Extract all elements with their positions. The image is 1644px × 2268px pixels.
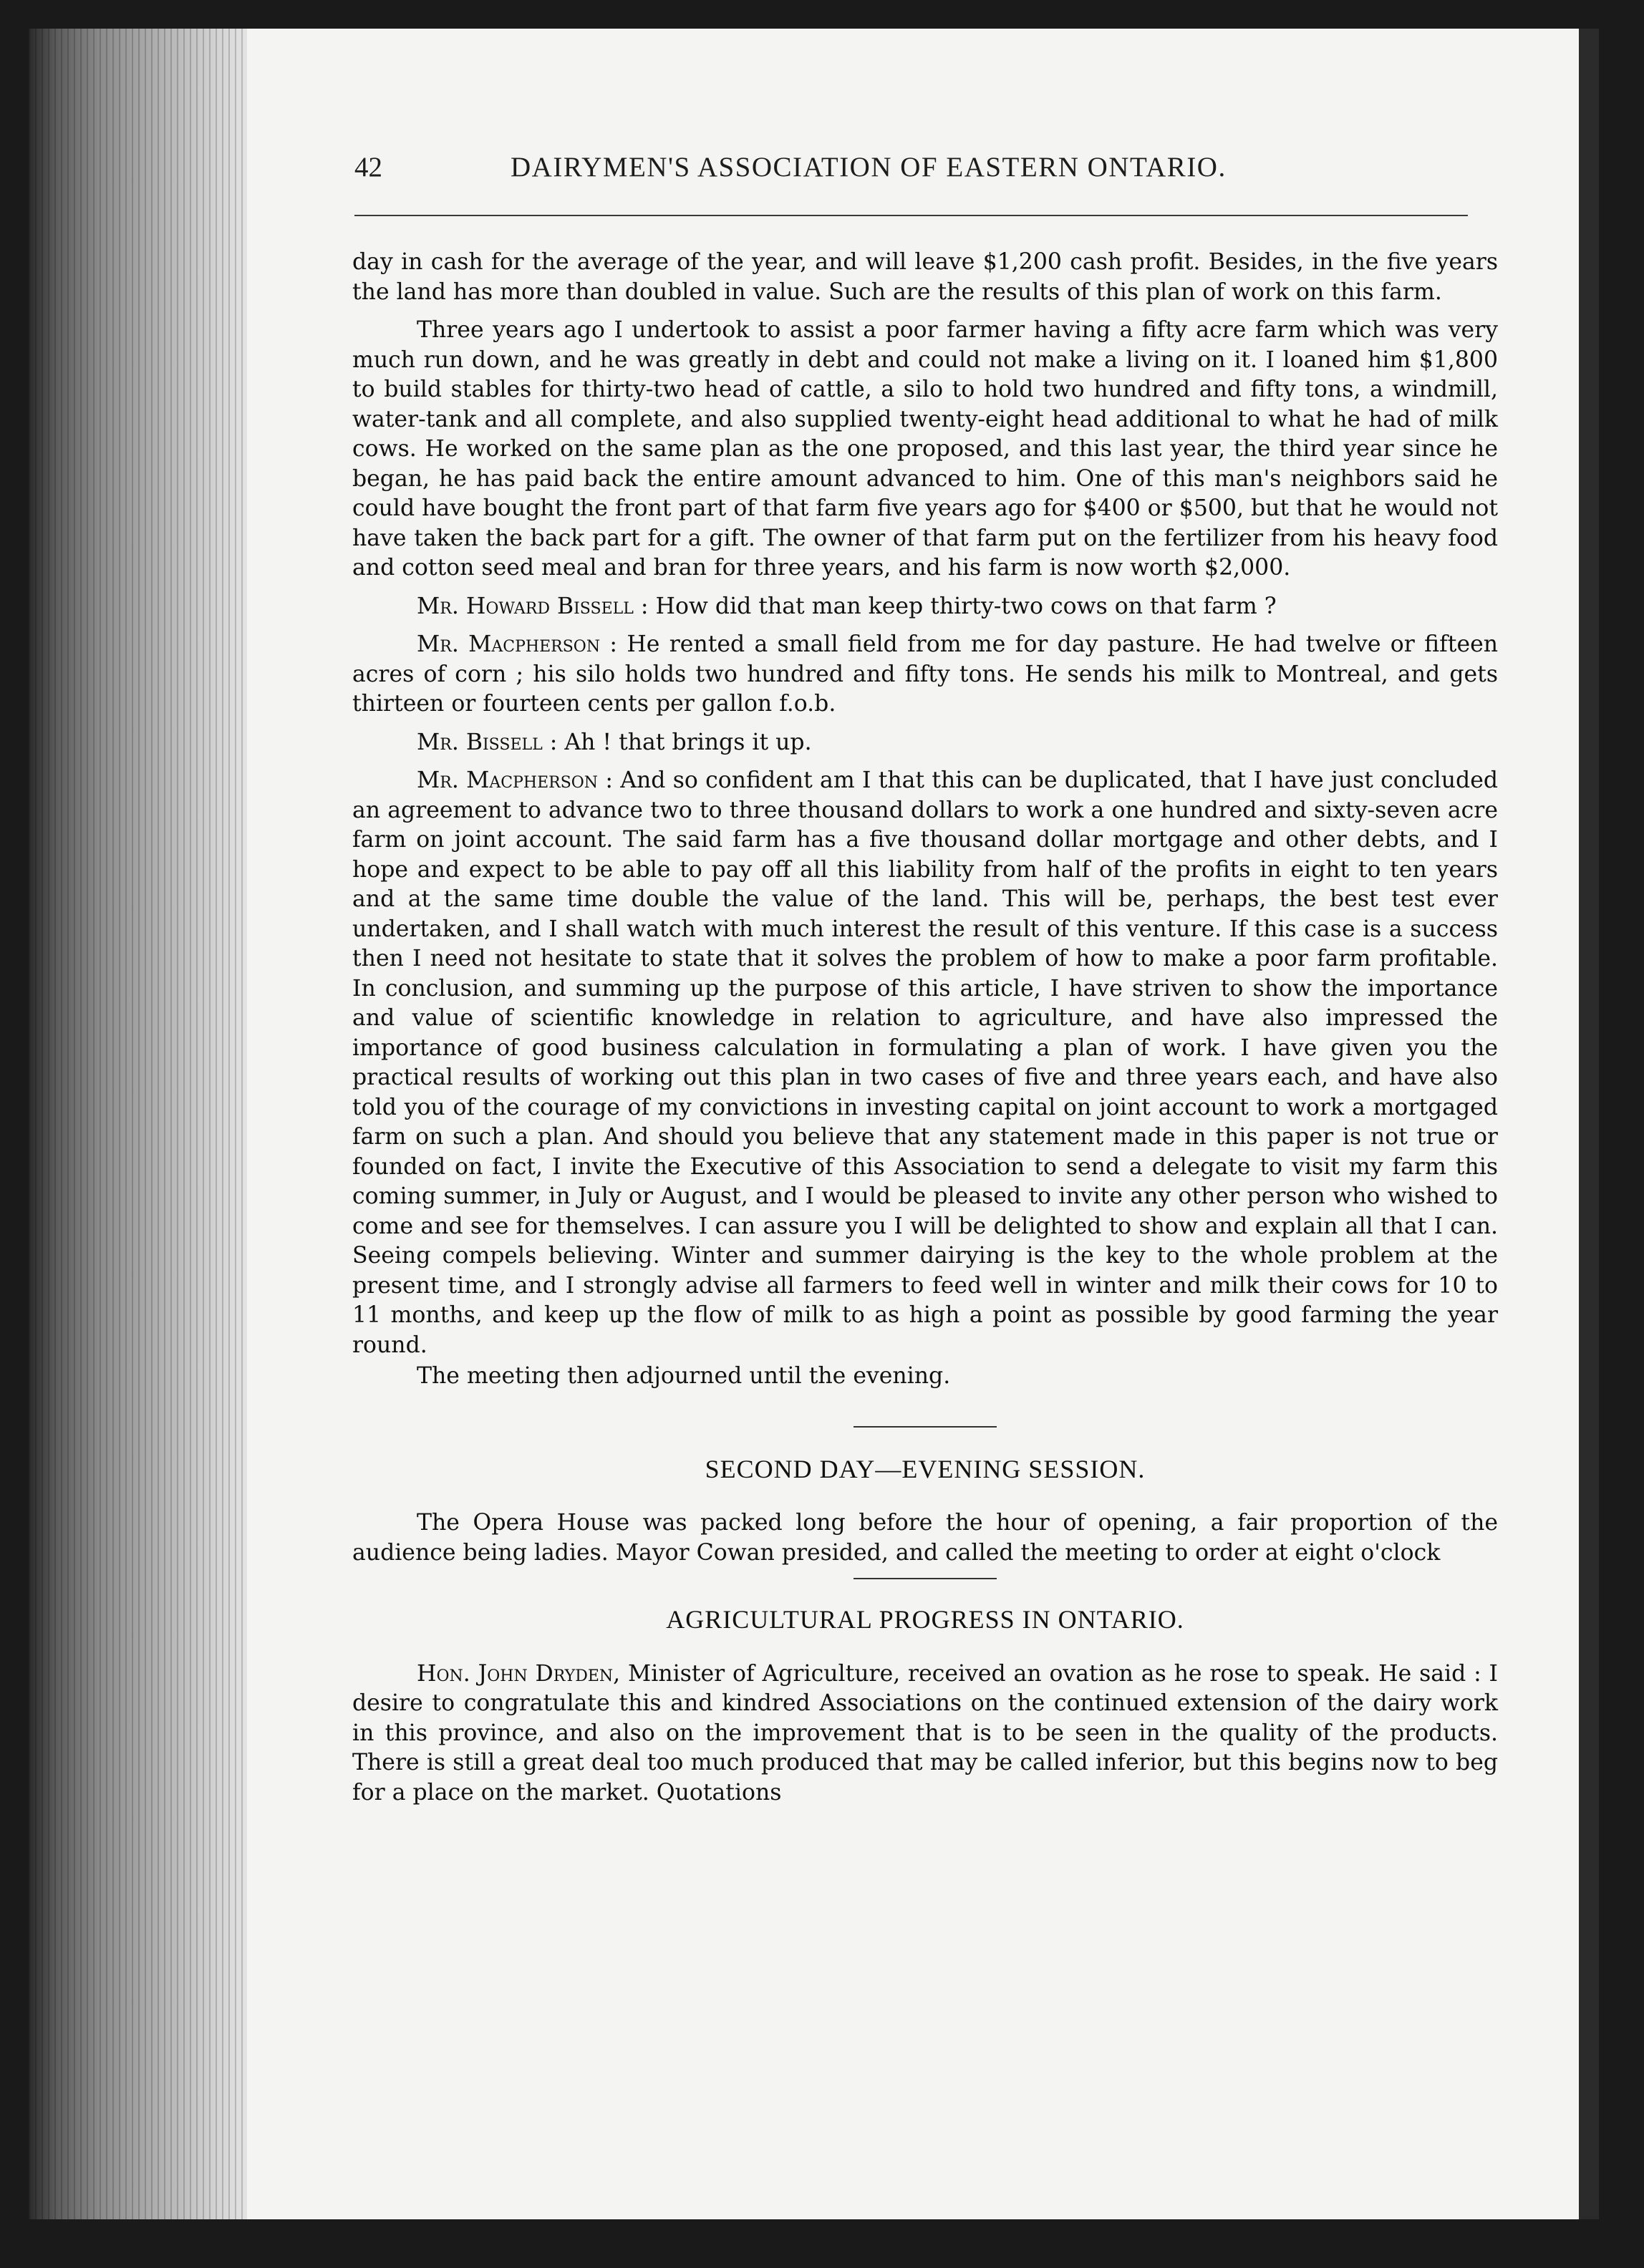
- dialogue-macpherson-statement: [352, 766, 1498, 1360]
- running-head: [354, 147, 1471, 190]
- facing-page-edge: [1579, 29, 1599, 2219]
- speaker-name: Mr. Howard Bissell :: [417, 593, 649, 619]
- speech-text: Minister of Agriculture, received an ovation as he rose to speak. He said : I desire to congratulate this and kindred Associations on the continued extension of the dairy work in this province, and also on the improvement that is to be seen in the quality of the products. There is still a great deal too much produced that may be called inferior, but this begins now to beg for a place on the market. Quotations: [352, 1660, 1498, 1806]
- paragraph-2: Three years ago I undertook to assist a poor farmer having a fifty acre farm which was very much run down, and he was greatly in debt and could not make a living on it. I loaned him $1,800 to build stables for thirty-two head of cattle, a silo to hold two hundred and fifty tons, a windmill, water-tank and all complete, and also supplied twenty-eight head additional to what he had of milk cows. He worked on the same plan as the one proposed, and this last year, the third year since he began, he has paid back the entire amount advanced to him. One of this man's neighbors said he could have bought the front part of that farm five years ago for $400 or $500, but that he would not have taken the back part for a gift. The owner of that farm put on the fertilizer from his heavy food and cotton seed meal and bran for three years, and his farm is now worth $2,000.: [352, 317, 1498, 581]
- dialogue-macpherson-answer: [352, 630, 1498, 719]
- page-edges: [29, 29, 265, 2219]
- speaker-name: Mr. Bissell :: [417, 729, 558, 755]
- section-heading-evening-session: SECOND DAY—EVENING SESSION.: [705, 1454, 1146, 1483]
- speaker-name: Mr. Macpherson :: [417, 767, 613, 793]
- paragraph-1: day in cash for the average of the year, and will leave $1,200 cash profit. Besides, in the five years the land has more than doubled in value. Such are the results of this plan of work on this farm.: [352, 249, 1498, 305]
- speech-text: How did that man keep thirty-two cows on that farm ?: [655, 593, 1277, 619]
- speech-text: And so confident am I that this can be duplicated, that I have just concluded an agreement to advance two to three thousand dollars to work a one hundred and sixty-seven acre farm on joint account. The said farm has a five thousand dollar mortgage and other debts, and I hope and expect to be able to pay off all this liability from half of the profits in eight to ten years and at the same time double the value of the land. This will be, perhaps, the best test ever undertaken, and I shall watch with much interest the result of this venture. If this case is a success then I need not hesitate to state that it solves the problem of how to make a poor farm profitable. In conclusion, and summing up the purpose of this article, I have striven to show the importance and value of scientific knowledge in relation to agriculture, and have also impressed the importance of good business calculation in formulating a plan of work. I have given you the practical results of working out this plan in two cases of five and three years each, and have also told you of the courage of my convictions in investing capital on joint account to work a mortgaged farm on such a plan. And should you believe that any statement made in this paper is not true or founded on fact, I invite the Executive of this Association to send a delegate to visit my farm this coming summer, in July or August, and I would be pleased to invite any other person who wished to come and see for themselves. I can assure you I will be delighted to show and explain all that I can. Seeing compels believing. Winter and summer dairying is the key to the whole problem at the present time, and I strongly advise all farmers to feed well in winter and milk their cows for 10 to 11 months, and keep up the flow of milk to as high a point as possible by good farming the year round.: [352, 767, 1499, 1358]
- running-title: DAIRYMEN'S ASSOCIATION OF EASTERN ONTARIO.: [511, 152, 1227, 183]
- page-number: 42: [354, 152, 382, 183]
- header-rule: [354, 215, 1468, 216]
- dialogue-bissell-question: [352, 592, 1498, 622]
- paragraph-adjourned: The meeting then adjourned until the evening.: [417, 1363, 951, 1389]
- paragraph-dryden: [352, 1659, 1498, 1808]
- speech-text: He rented a small field from me for day pasture. He had twelve or fifteen acres of corn ; his silo holds two hundred and fifty tons. He sends his milk to Montreal, and gets thirteen or fourteen cents per gallon f.o.b.: [352, 631, 1499, 717]
- paragraph-opera-house: The Opera House was packed long before the hour of opening, a fair proportion of the audience being ladies. Mayor Cowan presided, and called the meeting to order at eight o'clock: [352, 1510, 1498, 1566]
- speaker-name: Hon. John Dryden,: [417, 1660, 621, 1687]
- dialogue-bissell-reply: [352, 728, 1498, 758]
- section-heading-agricultural-progress: AGRICULTURAL PROGRESS IN ONTARIO.: [666, 1605, 1184, 1634]
- speech-text: Ah ! that brings it up.: [564, 729, 812, 755]
- speaker-name: Mr. Macpherson :: [417, 631, 617, 657]
- page-body: [352, 248, 1498, 1816]
